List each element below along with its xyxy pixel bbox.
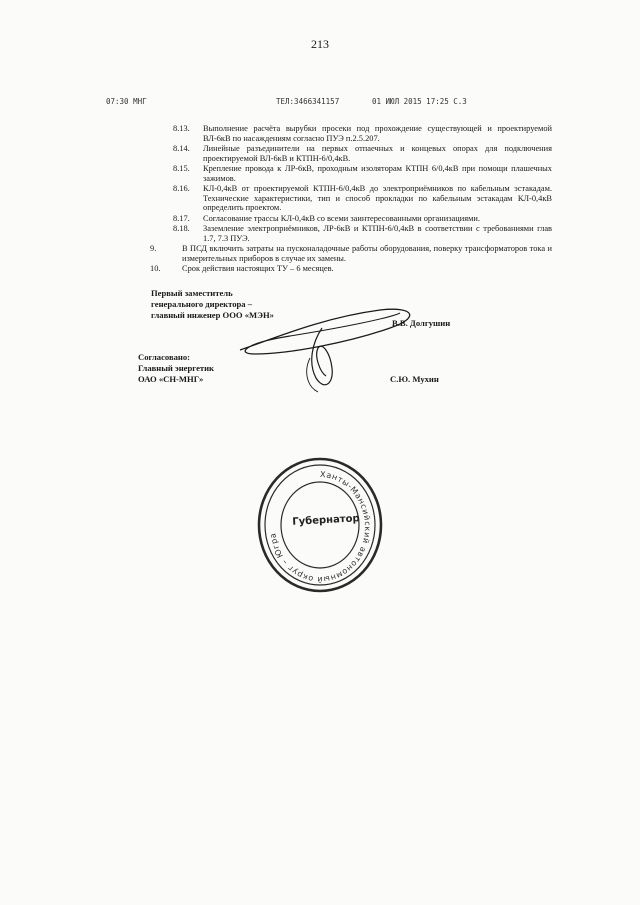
fax-date: 01 ИЮЛ 2015 17:25 С.З [372, 97, 467, 106]
item-text: Срок действия настоящих ТУ – 6 месяцев. [182, 263, 334, 273]
page-number: 213 [311, 37, 329, 51]
item-text: В ПСД включить затраты на пусконаладочные работы оборудования, поверку трансформаторов тока и измерительных приборов в случае их замены. [182, 243, 552, 263]
requirements-list [150, 124, 552, 274]
item-text: КЛ-0,4кВ от проектируемой КТПН-6/0,4кВ до электроприёмников по кабельным эстакадам. Технические характеристики, тип и способ прокладки по кабельным эстакадам КЛ-0,4кВ определить проектом. [203, 183, 552, 213]
list-item [150, 224, 552, 243]
item-text: Выполнение расчёта вырубки просеки под прохождение существующей и проектируемой ВЛ-6кВ по насаждениям согласно ПУЭ п.2.5.207. [203, 124, 552, 143]
fax-header [0, 97, 640, 111]
signatory-2-name: С.Ю. Мухин [390, 374, 439, 384]
seal-center-text: Губернатор [292, 513, 360, 528]
list-item [150, 264, 552, 274]
signatory-2-line: ОАО «СН-МНГ» [138, 374, 204, 384]
item-number: 8.14. [173, 143, 190, 153]
fax-time-sender: 07:30 МНГ [106, 97, 147, 106]
item-text: Заземление электроприёмников, ЛР-6кВ и КТПН-6/0,4кВ в соответствии с требованиями глав 1.7, 7.3 ПУЭ. [203, 223, 552, 243]
signatory-2-line: Согласовано: [138, 352, 191, 362]
item-number: 8.15. [173, 163, 190, 173]
item-text: Линейные разъединители на первых отпаечных и концевых опорах для подключения проектируемой ВЛ-6кВ и КТПН-6/0,4кВ. [203, 143, 552, 163]
item-number: 8.13. [173, 124, 190, 133]
seal-ring-text: Ханты-Мансийский автономный округ – Югра [268, 469, 373, 585]
list-item [150, 184, 552, 213]
fax-phone: ТЕЛ:3466341157 [276, 97, 340, 106]
svg-text:Ханты-Мансийский автономный ок [268, 470, 372, 584]
signatory-1-line: генерального директора – [151, 299, 253, 309]
item-text: Согласование трассы КЛ-0,4кВ со всеми заинтересованными организациями. [203, 213, 480, 223]
signatory-2-line: Главный энергетик [138, 363, 215, 373]
item-number: 8.17. [173, 213, 190, 223]
item-number: 8.16. [173, 183, 190, 193]
signatory-2-title [138, 352, 214, 385]
item-number: 8.18. [173, 223, 190, 233]
list-item [150, 144, 552, 163]
list-item [150, 244, 552, 263]
item-number: 9. [150, 243, 157, 253]
list-item [150, 214, 552, 224]
item-text: Крепление провода к ЛР-6кВ, проходным изоляторам КТПН 6/0,4кВ при помощи плашечных зажимов. [203, 163, 552, 183]
list-item [150, 124, 552, 143]
list-item [150, 164, 552, 183]
signatory-1-line: Первый заместитель [151, 288, 233, 298]
signatory-1-line: главный инженер ООО «МЭН» [151, 310, 274, 320]
item-number: 10. [150, 263, 161, 273]
signatory-1-name: В.В. Долгушин [392, 318, 451, 328]
